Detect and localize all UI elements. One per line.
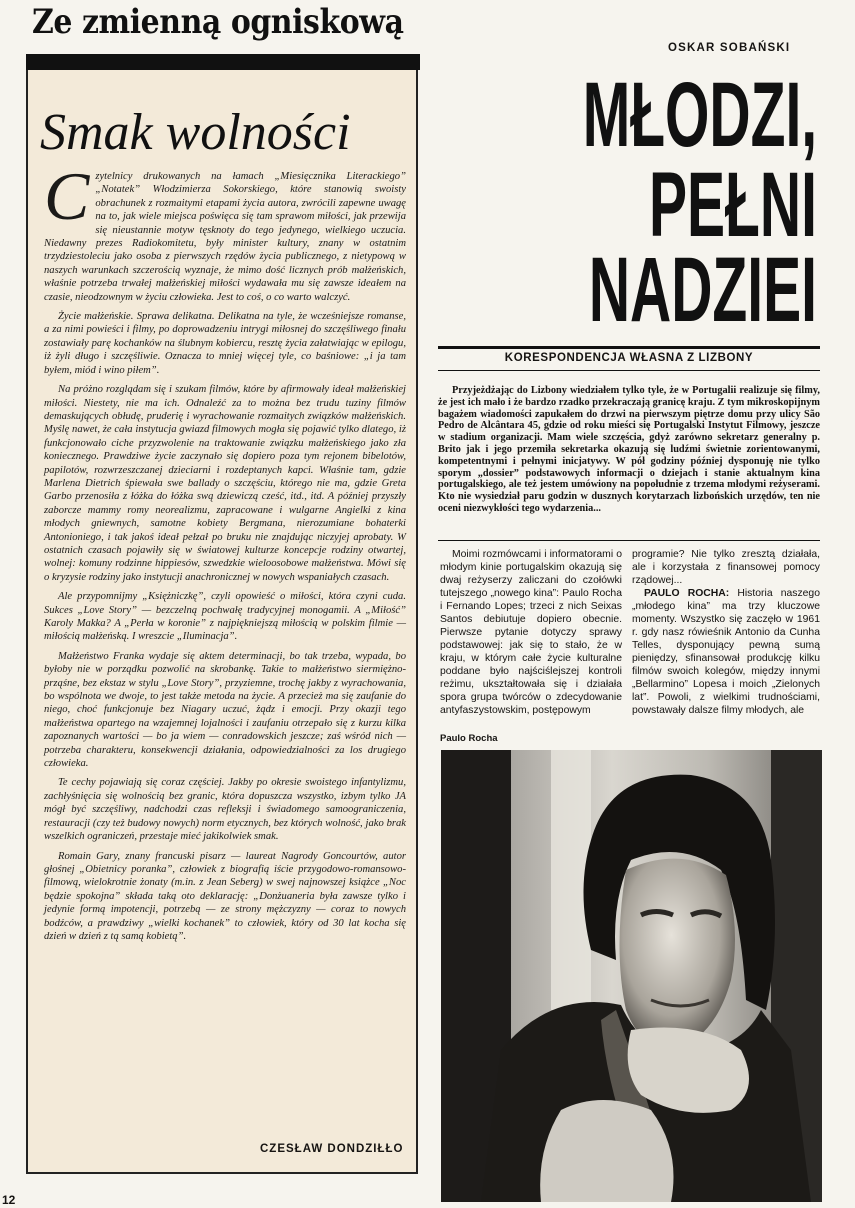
portrait-photo — [441, 750, 822, 1202]
section-title: Ze zmienną ogniskową — [32, 2, 404, 42]
body-column-b: programie? Nie tylko zresztą działała, ale i korzystała z finansowej pomocy rządowej... PAULO ROCHA: Historia naszego „młodego kina” ma trzy kluczowe momenty. Wszystko się zaczęło w 1961 r. gdy nasz rówieśnik Antonio da Cunha Telles, dysponujący pewną sumą pieniędzy, sfinansował produkcję kilku filmów swoich kolegów, między innymi „Bellarmino” Lopesa i moich „Zielonych lat”. Powoli, z wielkimi trudnościami, powstawały dalsze filmy młodych, ale — [632, 549, 820, 716]
body-column-a: Moimi rozmówcami i informatorami o młodym kinie portugalskim okazują się dwaj reżyserzy zaliczani do czołówki tutejszego „nowego kina”: Paulo Rocha i Fernando Lopes; trzeci z nich Seixas Santos debiutuje dopiero obecnie. Pierwsze pytanie dotyczy sprawy podstawowej: jak się to stało, że w kraju, w którym całe życie kulturalne poddane było najściślejszej kontroli reżimu, ukształtowała się i działała spora grupa twórców o zdecydowanie antyfaszystowskim, postępowym — [440, 549, 622, 716]
kicker-rule-top — [438, 346, 820, 349]
paragraph: Te cechy pojawiają się coraz częściej. Jakby po okresie swoistego infantylizmu, zachłyśnięcia się wolnością bez granic, która dopuszcza wszystko, izbym tylko JA mógł być szczęśliwy, nadchodzi czas refleksji i świadomego samoograniczenia, restauracji (czy też budowy nowych) norm etycznych, bez których wolność, jako brak wszelkich ograniczeń, przestaje mieć jakikolwiek smak. — [44, 777, 406, 843]
paragraph: Na próżno rozglądam się i szukam filmów, które by afirmowały ideał małżeńskiej miłości. Niestety, nie ma ich. Odnaleźć za to można bez trudu tuziny filmów demaskujących obłudę, pruderię i wyrachowanie rozmaitych związków małżeńskich. Myślę nawet, że cała instytucja gwiazd filmowych mogła się pojawić tylko dlatego, iż funkcjonowało ciche przyzwolenie na traktowanie związku małżeńskiego jako zła koniecznego. Prawdziwe życie zaczynało się dopiero poza tym rejonem bibelotów, papilotów, rozwrzeszczanej dzieciarni i rozdeptanych kapci. Właśnie tam, gdzie Marlena Dietrich śpiewała swe ballady o szczęściu, którego nie ma, gdzie Greta Garbo przenosiła z łóżka do łóżka swą dziewiczą cześć, itd., itd. A później przyszły zaborcze mammy romy neorealizmu, zapracowane i wulgarne Angielki z kina młodych gniewnych, samotne kobiety Bergmana, nierozumiane bohaterki Antonioniego, i tak jakoś ideał pełzał po bruku nie znajdując niczyjej aprobaty. W ostatnich czasach pojawiły się w światowej kulturze koncepcje rodziny otwartej, wolnej: komuny rodzinne hippiesów, szwedzkie wieloosobowe małżeństwa. Mówi się o kryzysie rodziny jako instytucji anachronicznej w nowych wspaniałych czasach. — [44, 384, 406, 583]
right-article-author: OSKAR SOBAŃSKI — [668, 42, 791, 54]
paragraph: Małżeństwo Franka wydaje się aktem determinacji, bo tak trzeba, wypada, bo byłoby nie w porządku pozwolić na skrobankę. Takie to małżeństwo siermiężno-prząśne, bez ekstaz w stylu „Love Story”, przyziemne, trochę jakby z wyrachowania, bo wspólnota we dwoje, to jest także metoda na życie. A przecież ma się zaufanie do niego, choć funkcjonuje bez Niagary uczuć, żądz i emocji. Przy okazji tego małżeństwa opartego na wzajemnej lojalności i zaufaniu otrzepało się z kurzu kilka zapoznanych wartości — bo ja wiem — conradowskich jeszcze; zaś wśród nich — potrzeba charakteru, konsekwencji działania, odpowiedzialności za los drugiego człowieka. — [44, 650, 406, 770]
page-number: 12 — [2, 1193, 16, 1207]
kicker: KORESPONDENCJA WŁASNA Z LIZBONY — [504, 352, 754, 364]
kicker-rule-bottom — [438, 370, 820, 371]
left-article-author: CZESŁAW DONDZIŁŁO — [260, 1143, 404, 1155]
paragraph: Ale przypomnijmy „Księżniczkę”, czyli opowieść o miłości, która czyni cuda. Sukces „Love Story” — bezczelną pochwałę tradycyjnej monogamii. A „Miłość” Karoly Makka? A „Perła w koronie” z najpiękniejszą miłością w polskim filmie — miłością małżeńską. I wreszcie „Iluminacja”. — [44, 591, 406, 643]
speaker-label: PAULO ROCHA: — [644, 588, 730, 599]
lead-paragraph: Przyjeżdżając do Lizbony wiedziałem tylko tyle, że w Portugalii realizuje się filmy, że jest ich mało i że bardzo rzadko przekraczają granicę kraju. Z tym mikroskopijnym bagażem wiadomości zapukałem do drzwi na pierwszym piętrze domu przy ulicy São Pedro de Alcântara 45, gdzie od roku mieści się Portugalski Instytut Filmowy, jeszcze w stadium organizacji. Mam wiele szczęścia, gdyż zarówno sekretarz generalny p. Brito jak i jego przemiła sekretarka okazują się ludźmi świetnie zorientowanymi, kompetentnymi i pełnymi inicjatywy. W pół godziny później dysponuję nie tylko sporym „dossier” podstawowych informacji o dziejach i stanie aktualnym kina portugalskiego, ale też jestem umówiony na popołudnie z trzema młodymi reżyserami. Kto nie wysiedział paru godzin w dusznych korytarzach lizbońskich urzędów, ten nie oceni niezwykłości tego wydarzenia... — [438, 385, 820, 514]
headline-line: MŁODZI, — [582, 64, 817, 166]
header-rule — [26, 54, 420, 70]
paragraph: Czytelnicy drukowanych na łamach „Miesięcznika Literackiego” „Notatek” Włodzimierza Sokorskiego, które stanowią swoisty obrachunek z rozmaitymi etapami życia autora, zwrócili zapewne uwagę na to, jak wiele miejsca poświęca się tam sprawom miłości, jak przewija się nieustannie motyw tęsknoty do tego jedynego, wielkiego uczucia. Niedawny prezes Radiokomitetu, były minister kultury, znany w ostatnim trzydziestoleciu jako osoba z pierwszych rzędów życia publicznego, z nietypową w naszych warunkach szczerością wyznaje, że mimo dość licznych prób małżeńskich, właśnie potrzeba trwałej małżeńskiej miłości wydawała mu się zawsze ideałem na czasie, nieodzownym w życiu człowieka. Jest to coś, o co warto walczyć. — [44, 158, 406, 303]
photo-caption: Paulo Rocha — [440, 733, 498, 744]
left-article-title: Smak wolności — [40, 104, 351, 161]
paragraph: Życie małżeńskie. Sprawa delikatna. Delikatna na tyle, że wcześniejsze romanse, a za nimi powieści i filmy, po doprowadzeniu intrygi miłosnej do szczęśliwego finału zostawiały parę kochanków na ślubnym kobiercu, resztę życia załatwiając w epilogu, iż żyli długo i szczęśliwie. Oznacza to mniej więcej tyle, co baśniowe: „i ja tam byłem, miód i wino piłem”. — [44, 311, 406, 376]
left-article-body — [44, 158, 406, 949]
headline-line: NADZIEI — [588, 239, 817, 341]
paragraph: Romain Gary, znany francuski pisarz — laureat Nagrody Goncourtów, autor głośnej „Obietnicy poranka”, człowiek z biografią iście przygodowo-romansowo-filmową, wielokrotnie żonaty (m.in. z Jean Seberg) w swej najnowszej książce „Noc będzie spokojna” składa taką oto deklarację: „Donżuaneria była zawsze tylko i jedynie formą impotencji, potrzebą — ze strony mężczyzny — coraz to nowych bodźców, a prawdziwy „wielki kochanek” to człowiek, który od 30 lat kocha się dzień w dzień z tą samą kobietą”. — [44, 850, 406, 942]
lead-rule — [438, 540, 820, 541]
drop-cap: C — [44, 158, 90, 234]
headline-line: PEŁNI — [649, 154, 817, 256]
